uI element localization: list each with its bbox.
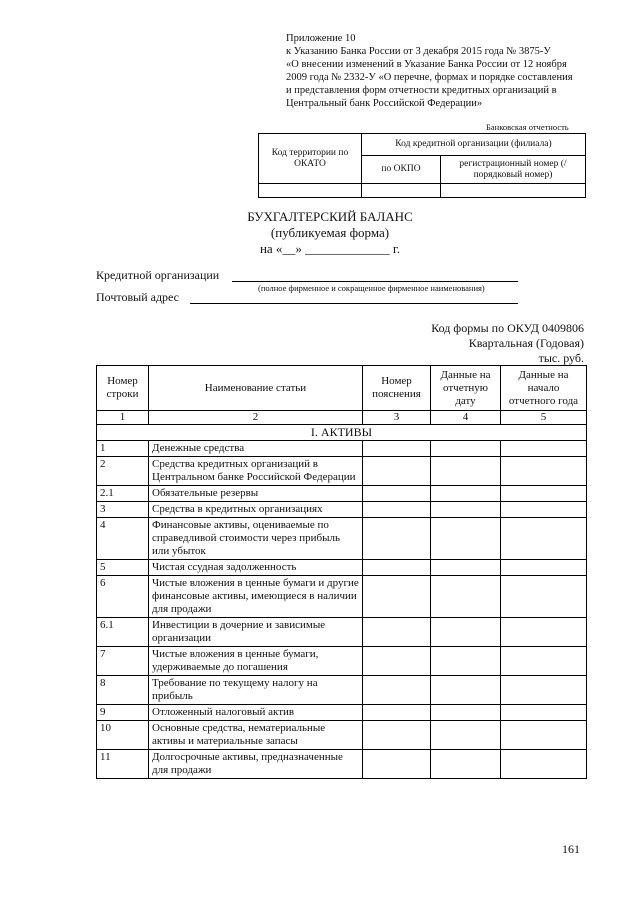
postal-field-label: Почтовый адрес — [96, 290, 180, 304]
note-cell[interactable] — [363, 518, 431, 560]
appendix-line: и представления форм отчетности кредитных организаций в — [286, 85, 557, 96]
okpo-code-cell[interactable] — [362, 184, 441, 198]
row-name: Обязательные резервы — [149, 486, 363, 502]
report-date-cell[interactable] — [431, 750, 501, 779]
col-index: 1 — [97, 411, 149, 425]
document-title — [200, 209, 460, 257]
appendix-line: к Указанию Банка России от 3 декабря 2015 года № 3875-У — [286, 46, 551, 57]
year-start-cell[interactable] — [501, 441, 587, 457]
col-index: 3 — [363, 411, 431, 425]
row-name: Средства в кредитных организациях — [149, 502, 363, 518]
year-start-cell[interactable] — [501, 721, 587, 750]
note-cell[interactable] — [363, 457, 431, 486]
year-start-cell[interactable] — [501, 576, 587, 618]
balance-table — [96, 365, 587, 779]
year-start-cell[interactable] — [501, 705, 587, 721]
appendix-line: «О внесении изменений в Указание Банка России от 12 ноября — [286, 59, 567, 70]
org-field-caption: (полное фирменное и сокращенное фирменное наименования) — [258, 283, 485, 293]
year-start-cell[interactable] — [501, 518, 587, 560]
postal-field-line[interactable] — [190, 290, 518, 304]
row-name: Средства кредитных организаций в Центральном банке Российской Федерации — [149, 457, 363, 486]
row-number: 5 — [97, 560, 149, 576]
report-date-cell[interactable] — [431, 441, 501, 457]
org-field-line[interactable] — [232, 268, 518, 282]
note-cell[interactable] — [363, 441, 431, 457]
report-date-cell[interactable] — [431, 721, 501, 750]
okpo-header: по ОКПО — [362, 156, 441, 184]
reg-number-header: регистрационный номер (/порядковый номер) — [441, 156, 586, 184]
row-number: 4 — [97, 518, 149, 560]
row-name: Чистые вложения в ценные бумаги, удерживаемые до погашения — [149, 647, 363, 676]
note-cell[interactable] — [363, 647, 431, 676]
reg-number-cell[interactable] — [441, 184, 586, 198]
report-date-cell[interactable] — [431, 457, 501, 486]
row-number: 11 — [97, 750, 149, 779]
row-number: 6 — [97, 576, 149, 618]
row-number: 3 — [97, 502, 149, 518]
table-row — [97, 676, 587, 705]
col-header-year-start: Данные на начало отчетного года — [501, 366, 587, 411]
table-row — [97, 647, 587, 676]
table-row — [97, 750, 587, 779]
table-row — [97, 618, 587, 647]
org-field-label: Кредитной организации — [96, 268, 220, 282]
col-index: 2 — [149, 411, 363, 425]
appendix-line: Приложение 10 — [286, 33, 356, 44]
note-cell[interactable] — [363, 486, 431, 502]
bank-reporting-label: Банковская отчетность — [486, 122, 569, 132]
year-start-cell[interactable] — [501, 676, 587, 705]
row-number: 10 — [97, 721, 149, 750]
row-name: Чистые вложения в ценные бумаги и другие финансовые активы, имеющиеся в наличии для продажи — [149, 576, 363, 618]
year-start-cell[interactable] — [501, 618, 587, 647]
report-date-cell[interactable] — [431, 518, 501, 560]
note-cell[interactable] — [363, 750, 431, 779]
row-name: Отложенный налоговый актив — [149, 705, 363, 721]
table-row — [97, 457, 587, 486]
note-cell[interactable] — [363, 576, 431, 618]
row-number: 2.1 — [97, 486, 149, 502]
note-cell[interactable] — [363, 705, 431, 721]
year-start-cell[interactable] — [501, 750, 587, 779]
territory-code-cell[interactable] — [259, 184, 362, 198]
row-name: Денежные средства — [149, 441, 363, 457]
table-row — [97, 705, 587, 721]
note-cell[interactable] — [363, 618, 431, 647]
appendix-line: 2009 года № 2332-У «О перечне, формах и порядке составления — [286, 72, 573, 83]
row-number: 8 — [97, 676, 149, 705]
row-name: Требование по текущему налогу на прибыль — [149, 676, 363, 705]
report-date-cell[interactable] — [431, 676, 501, 705]
table-row — [97, 486, 587, 502]
title-sub: (публикуемая форма) — [270, 225, 390, 240]
table-row — [97, 560, 587, 576]
year-start-cell[interactable] — [501, 457, 587, 486]
note-cell[interactable] — [363, 676, 431, 705]
report-date-cell[interactable] — [431, 576, 501, 618]
col-header-number: Номер строки — [97, 366, 149, 411]
row-number: 2 — [97, 457, 149, 486]
table-row — [97, 721, 587, 750]
form-info — [431, 321, 584, 366]
table-row — [97, 441, 587, 457]
table-row — [97, 576, 587, 618]
okud-code: Код формы по ОКУД 0409806 — [431, 321, 584, 335]
note-cell[interactable] — [363, 560, 431, 576]
table-row — [97, 502, 587, 518]
codes-table — [258, 133, 586, 198]
report-date-cell[interactable] — [431, 486, 501, 502]
col-header-note: Номер пояснения — [363, 366, 431, 411]
territory-header: Код территории по ОКАТО — [259, 134, 362, 184]
year-start-cell[interactable] — [501, 502, 587, 518]
row-name: Чистая ссудная задолженность — [149, 560, 363, 576]
note-cell[interactable] — [363, 502, 431, 518]
row-name: Инвестиции в дочерние и зависимые организации — [149, 618, 363, 647]
row-name: Основные средства, нематериальные активы и материальные запасы — [149, 721, 363, 750]
table-body — [97, 441, 587, 779]
appendix-header — [286, 32, 616, 110]
row-name: Финансовые активы, оцениваемые по справедливой стоимости через прибыль или убыток — [149, 518, 363, 560]
title-date: на «__» _____________ г. — [259, 241, 401, 256]
col-header-name: Наименование статьи — [149, 366, 363, 411]
row-number: 7 — [97, 647, 149, 676]
col-index: 4 — [431, 411, 501, 425]
report-date-cell[interactable] — [431, 618, 501, 647]
report-date-cell[interactable] — [431, 560, 501, 576]
section-assets: I. АКТИВЫ — [97, 425, 587, 441]
table-row — [97, 518, 587, 560]
row-number: 1 — [97, 441, 149, 457]
report-date-cell[interactable] — [431, 502, 501, 518]
year-start-cell[interactable] — [501, 647, 587, 676]
col-index: 5 — [501, 411, 587, 425]
row-name: Долгосрочные активы, предназначенные для продажи — [149, 750, 363, 779]
row-number: 6.1 — [97, 618, 149, 647]
col-header-report-date: Данные на отчетную дату — [431, 366, 501, 411]
title-main: БУХГАЛТЕРСКИЙ БАЛАНС — [247, 209, 413, 224]
report-date-cell[interactable] — [431, 705, 501, 721]
period-type: Квартальная (Годовая) — [468, 336, 584, 350]
year-start-cell[interactable] — [501, 560, 587, 576]
note-cell[interactable] — [363, 721, 431, 750]
unit-label: тыс. руб. — [538, 351, 584, 365]
row-number: 9 — [97, 705, 149, 721]
appendix-line: Центральный банк Российской Федерации» — [286, 98, 483, 109]
org-code-header: Код кредитной организации (филиала) — [362, 134, 586, 156]
page-number: 161 — [562, 842, 580, 856]
year-start-cell[interactable] — [501, 486, 587, 502]
report-date-cell[interactable] — [431, 647, 501, 676]
